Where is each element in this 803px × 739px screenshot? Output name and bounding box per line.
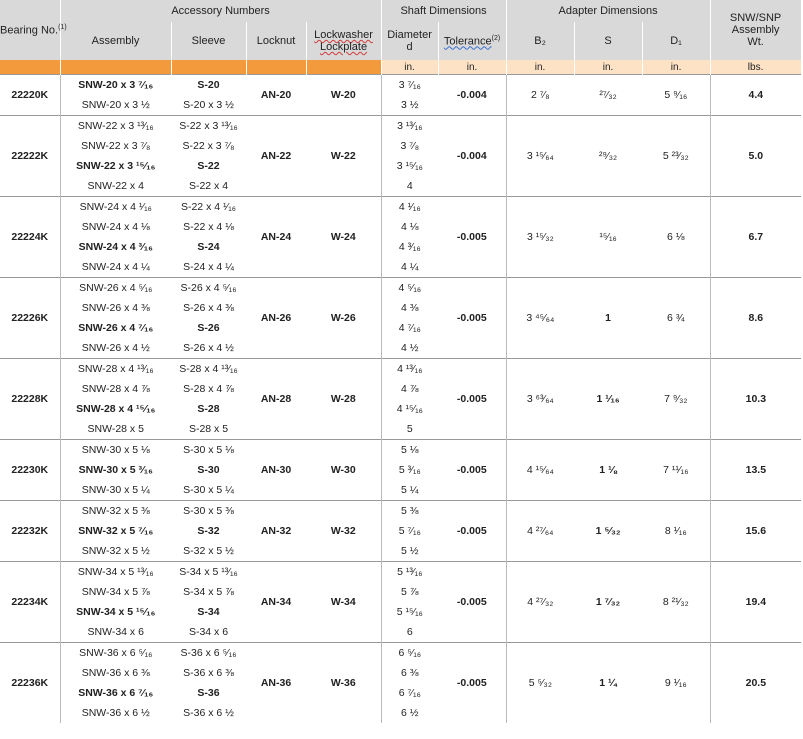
d1-unit: in.: [642, 60, 710, 75]
b2-header: B₂: [506, 22, 574, 60]
diameter-cell: 3 ¹⁵⁄₁₆: [381, 156, 438, 176]
d1-header: D₁: [642, 22, 710, 60]
sleeve-cell: S-28: [197, 403, 220, 415]
sleeve-cell: S-36: [197, 687, 220, 699]
b2-cell: 3 ¹⁵⁄₃₂: [506, 197, 574, 278]
table-row: [0, 197, 801, 218]
s-cell: 1 ⁷⁄₃₂: [574, 562, 642, 643]
sleeve-cell: S-22 x 3 ¹³⁄₁₆: [171, 116, 246, 137]
diameter-cell: 5: [381, 419, 438, 440]
assembly-cell: SNW-32 x 5 ½: [81, 545, 150, 557]
diameter-cell: 3 ½: [381, 95, 438, 116]
tolerance-cell: -0.005: [438, 440, 506, 501]
locknut-cell: AN-22: [246, 116, 306, 197]
d1-cell: 7 ⁹⁄₃₂: [642, 359, 710, 440]
table-row: [0, 359, 801, 380]
assembly-cell: SNW-22 x 4: [87, 180, 144, 192]
table-row: [0, 501, 801, 522]
tolerance-cell: -0.005: [438, 359, 506, 440]
sleeve-cell: S-30: [197, 464, 220, 476]
assembly-cell: SNW-20 x 3 ⁷⁄₁₆: [60, 75, 171, 96]
d1-cell: 6 ⅛: [642, 197, 710, 278]
diameter-cell: 4 ¹⁵⁄₁₆: [381, 399, 438, 419]
sleeve-cell: S-30 x 5 ⅛: [171, 440, 246, 461]
table-row: [0, 440, 801, 461]
assembly-cell: SNW-36 x 6 ⅜: [81, 667, 150, 679]
assembly-cell: SNW-24 x 4 ¹⁄₁₆: [60, 197, 171, 218]
b2-cell: 4 ¹⁵⁄₆₄: [506, 440, 574, 501]
bearing-no-cell: 22222K: [0, 116, 60, 197]
sleeve-cell: S-34 x 5 ¹³⁄₁₆: [171, 562, 246, 583]
locknut-cell: AN-30: [246, 440, 306, 501]
b2-unit: in.: [506, 60, 574, 75]
d1-cell: 5 ²³⁄₃₂: [642, 116, 710, 197]
locknut-cell: AN-26: [246, 278, 306, 359]
s-cell: 1: [574, 278, 642, 359]
assembly-cell: SNW-36 x 6 ⁷⁄₁₆: [78, 687, 154, 699]
table-row: [0, 116, 801, 137]
diameter-cell: 6 ⅜: [381, 663, 438, 683]
assembly-cell: SNW-32 x 5 ⅜: [60, 501, 171, 522]
locknut-header: Locknut: [246, 22, 306, 60]
bearing-no-cell: 22234K: [0, 562, 60, 643]
s-cell: 1 ⁵⁄₃₂: [574, 501, 642, 562]
weight-cell: 20.5: [710, 643, 801, 724]
s-cell: 1 ⅛: [574, 440, 642, 501]
locknut-cell: AN-34: [246, 562, 306, 643]
shaft-dimensions-header: Shaft Dimensions: [381, 0, 506, 22]
sleeve-cell: S-26 x 4 ⁵⁄₁₆: [171, 278, 246, 299]
assembly-cell: SNW-22 x 3 ¹⁵⁄₁₆: [76, 160, 156, 172]
diameter-cell: 4 ¹⁄₁₆: [381, 197, 438, 218]
b2-cell: 3 ¹⁵⁄₆₄: [506, 116, 574, 197]
diameter-cell: 6 ⁵⁄₁₆: [381, 643, 438, 664]
bearing-no-cell: 22232K: [0, 501, 60, 562]
tolerance-unit: in.: [438, 60, 506, 75]
accessory-numbers-header: Accessory Numbers: [60, 0, 381, 22]
assembly-cell: SNW-24 x 4 ⅛: [81, 221, 150, 233]
lockwasher-cell: W-22: [306, 116, 381, 197]
diameter-cell: 4 ¹³⁄₁₆: [381, 359, 438, 380]
assembly-cell: SNW-34 x 5 ¹⁵⁄₁₆: [76, 606, 156, 618]
b2-cell: 4 ²⁷⁄₃₂: [506, 562, 574, 643]
tolerance-cell: -0.005: [438, 501, 506, 562]
diameter-cell: 5 ¹⁵⁄₁₆: [381, 602, 438, 622]
locknut-cell: AN-36: [246, 643, 306, 724]
sleeve-cell: S-26: [197, 322, 220, 334]
lockwasher-cell: W-32: [306, 501, 381, 562]
diameter-cell: 5 ³⁄₁₆: [381, 460, 438, 480]
bearing-no-cell: 22236K: [0, 643, 60, 724]
diameter-cell: 5 ⅞: [381, 582, 438, 602]
diameter-cell: 3 ⁷⁄₈: [381, 136, 438, 156]
diameter-cell: 3 ⁷⁄₁₆: [381, 75, 438, 96]
bearing-no-cell: 22220K: [0, 75, 60, 116]
sleeve-cell: S-20: [171, 75, 246, 96]
assembly-cell: SNW-36 x 6 ½: [81, 707, 150, 719]
d1-cell: 8 ¹⁄₁₆: [642, 501, 710, 562]
bearing-no-cell: 22228K: [0, 359, 60, 440]
assembly-cell: SNW-28 x 4 ¹⁵⁄₁₆: [76, 403, 156, 415]
lockwasher-cell: W-24: [306, 197, 381, 278]
sleeve-cell: S-34 x 5 ⅞: [183, 586, 234, 598]
assembly-cell: SNW-34 x 5 ¹³⁄₁₆: [60, 562, 171, 583]
assembly-cell: SNW-34 x 6: [87, 626, 144, 638]
diameter-cell: 5 ½: [381, 541, 438, 562]
sleeve-cell: S-36 x 6 ⁵⁄₁₆: [171, 643, 246, 664]
diameter-cell: 5 ¹³⁄₁₆: [381, 562, 438, 583]
diameter-cell: 4 ¼: [381, 257, 438, 278]
tolerance-cell: -0.005: [438, 643, 506, 724]
s-header: S: [574, 22, 642, 60]
sleeve-cell: S-20 x 3 ½: [183, 99, 234, 111]
diameter-cell: 6: [381, 622, 438, 643]
sleeve-cell: S-22: [197, 160, 220, 172]
sleeve-cell: S-24 x 4 ¼: [183, 261, 234, 273]
weight-cell: 13.5: [710, 440, 801, 501]
table-row: [0, 562, 801, 583]
weight-cell: 5.0: [710, 116, 801, 197]
d1-cell: 5 ⁹⁄₁₆: [642, 75, 710, 116]
b2-cell: 5 ⁵⁄₃₂: [506, 643, 574, 724]
tolerance-cell: -0.004: [438, 116, 506, 197]
diameter-cell: 3 ¹³⁄₁₆: [381, 116, 438, 137]
s-cell: 1 ¹⁄₁₆: [574, 359, 642, 440]
diameter-cell: 5 ¼: [381, 480, 438, 501]
sleeve-cell: S-28 x 4 ¹³⁄₁₆: [171, 359, 246, 380]
sleeve-cell: S-36 x 6 ⅜: [183, 667, 234, 679]
weight-cell: 15.6: [710, 501, 801, 562]
assembly-cell: SNW-30 x 5 ⅛: [60, 440, 171, 461]
sleeve-cell: S-30 x 5 ¼: [183, 484, 234, 496]
sleeve-cell: S-30 x 5 ⅜: [171, 501, 246, 522]
assembly-cell: SNW-26 x 4 ⅜: [81, 302, 150, 314]
sleeve-cell: S-34 x 6: [188, 626, 229, 638]
locknut-cell: AN-20: [246, 75, 306, 116]
b2-cell: 4 ²⁷⁄₆₄: [506, 501, 574, 562]
locknut-cell: AN-24: [246, 197, 306, 278]
diameter-cell: 4 ³⁄₁₆: [381, 237, 438, 257]
diameter-cell: 4 ⁷⁄₁₆: [381, 318, 438, 338]
sleeve-cell: S-22 x 3 ⁷⁄₈: [182, 140, 235, 152]
assembly-cell: SNW-26 x 4 ⁵⁄₁₆: [60, 278, 171, 299]
weight-cell: 19.4: [710, 562, 801, 643]
lockwasher-cell: W-30: [306, 440, 381, 501]
assembly-cell: SNW-30 x 5 ¼: [81, 484, 150, 496]
diameter-cell: 5 ⅜: [381, 501, 438, 522]
sleeve-cell: S-32: [197, 525, 220, 537]
assembly-cell: SNW-34 x 5 ⅞: [81, 586, 150, 598]
lockwasher-cell: W-34: [306, 562, 381, 643]
lockwasher-cell: W-26: [306, 278, 381, 359]
diameter-cell: 5 ⁷⁄₁₆: [381, 521, 438, 541]
weight-unit: lbs.: [710, 60, 801, 75]
sleeve-cell: S-22 x 4: [188, 180, 229, 192]
s-cell: ¹⁵⁄₁₆: [574, 197, 642, 278]
assembly-header: Assembly: [60, 22, 171, 60]
diameter-cell: 4 ½: [381, 338, 438, 359]
tolerance-cell: -0.005: [438, 562, 506, 643]
assembly-cell: SNW-30 x 5 ³⁄₁₆: [78, 464, 153, 476]
weight-cell: 10.3: [710, 359, 801, 440]
b2-cell: 3 ⁶³⁄₆₄: [506, 359, 574, 440]
b2-cell: 2 ⁷⁄₈: [506, 75, 574, 116]
adapter-dimensions-header: Adapter Dimensions: [506, 0, 710, 22]
diameter-cell: 6 ⁷⁄₁₆: [381, 683, 438, 703]
diameter-unit: in.: [381, 60, 438, 75]
sleeve-cell: S-28 x 5: [188, 423, 229, 435]
sleeve-cell: S-22 x 4 ⅛: [183, 221, 234, 233]
sleeve-cell: S-34: [197, 606, 220, 618]
tolerance-header: Tolerance$^{(2)}$: [438, 22, 506, 60]
tolerance-cell: -0.004: [438, 75, 506, 116]
sleeve-cell: S-22 x 4 ¹⁄₁₆: [171, 197, 246, 218]
assembly-cell: SNW-28 x 5: [87, 423, 144, 435]
table-row: [0, 643, 801, 664]
s-cell: 1 ¼: [574, 643, 642, 724]
assembly-cell: SNW-32 x 5 ⁷⁄₁₆: [78, 525, 154, 537]
d1-cell: 8 ²¹⁄₃₂: [642, 562, 710, 643]
sleeve-cell: S-28 x 4 ⅞: [183, 383, 234, 395]
assembly-cell: SNW-24 x 4 ³⁄₁₆: [78, 241, 153, 253]
units-row: [0, 60, 801, 75]
d1-cell: 7 ¹¹⁄₁₆: [642, 440, 710, 501]
table-row: [0, 278, 801, 299]
sleeve-cell: S-36 x 6 ½: [183, 707, 234, 719]
diameter-cell: 4 ⅞: [381, 379, 438, 399]
lockwasher-cell: W-20: [306, 75, 381, 116]
table-body: [0, 75, 801, 724]
diameter-cell: 4: [381, 176, 438, 197]
assembly-cell: SNW-26 x 4 ½: [81, 342, 150, 354]
assembly-cell: SNW-28 x 4 ⅞: [81, 383, 150, 395]
d1-cell: 9 ¹⁄₁₆: [642, 643, 710, 724]
assembly-cell: SNW-36 x 6 ⁵⁄₁₆: [60, 643, 171, 664]
bearing-no-header: Bearing No.$^{(1)}$: [0, 0, 60, 60]
diameter-cell: 4 ⅜: [381, 298, 438, 318]
sleeve-cell: S-26 x 4 ½: [183, 342, 234, 354]
diameter-cell: 5 ⅛: [381, 440, 438, 461]
weight-cell: 6.7: [710, 197, 801, 278]
sleeve-cell: S-26 x 4 ⅜: [183, 302, 234, 314]
assembly-cell: SNW-24 x 4 ¼: [81, 261, 150, 273]
assembly-cell: SNW-22 x 3 ⁷⁄₈: [81, 140, 151, 152]
diameter-cell: 4 ⅛: [381, 217, 438, 237]
locknut-cell: AN-28: [246, 359, 306, 440]
diameter-header: Diameter d: [381, 22, 438, 60]
weight-cell: 4.4: [710, 75, 801, 116]
s-unit: in.: [574, 60, 642, 75]
weight-header: SNW/SNP Assembly Wt.: [710, 0, 801, 60]
tolerance-cell: -0.005: [438, 278, 506, 359]
assembly-cell: SNW-28 x 4 ¹³⁄₁₆: [60, 359, 171, 380]
sleeve-cell: S-24: [197, 241, 220, 253]
assembly-cell: SNW-22 x 3 ¹³⁄₁₆: [60, 116, 171, 137]
s-cell: ²⁷⁄₃₂: [574, 75, 642, 116]
sleeve-cell: S-32 x 5 ½: [183, 545, 234, 557]
table-row: [0, 75, 801, 96]
assembly-cell: SNW-20 x 3 ½: [81, 99, 150, 111]
s-cell: ²⁹⁄₃₂: [574, 116, 642, 197]
lockwasher-header: Lockwasher Lockplate: [306, 22, 381, 60]
locknut-cell: AN-32: [246, 501, 306, 562]
diameter-cell: 4 ⁵⁄₁₆: [381, 278, 438, 299]
bearing-no-cell: 22230K: [0, 440, 60, 501]
diameter-cell: 6 ½: [381, 703, 438, 723]
lockwasher-cell: W-36: [306, 643, 381, 724]
lockwasher-cell: W-28: [306, 359, 381, 440]
assembly-cell: SNW-26 x 4 ⁷⁄₁₆: [78, 322, 154, 334]
d1-cell: 6 ¾: [642, 278, 710, 359]
bearing-no-cell: 22224K: [0, 197, 60, 278]
b2-cell: 3 ⁴⁵⁄₆₄: [506, 278, 574, 359]
sleeve-header: Sleeve: [171, 22, 246, 60]
bearing-no-cell: 22226K: [0, 278, 60, 359]
tolerance-cell: -0.005: [438, 197, 506, 278]
weight-cell: 8.6: [710, 278, 801, 359]
